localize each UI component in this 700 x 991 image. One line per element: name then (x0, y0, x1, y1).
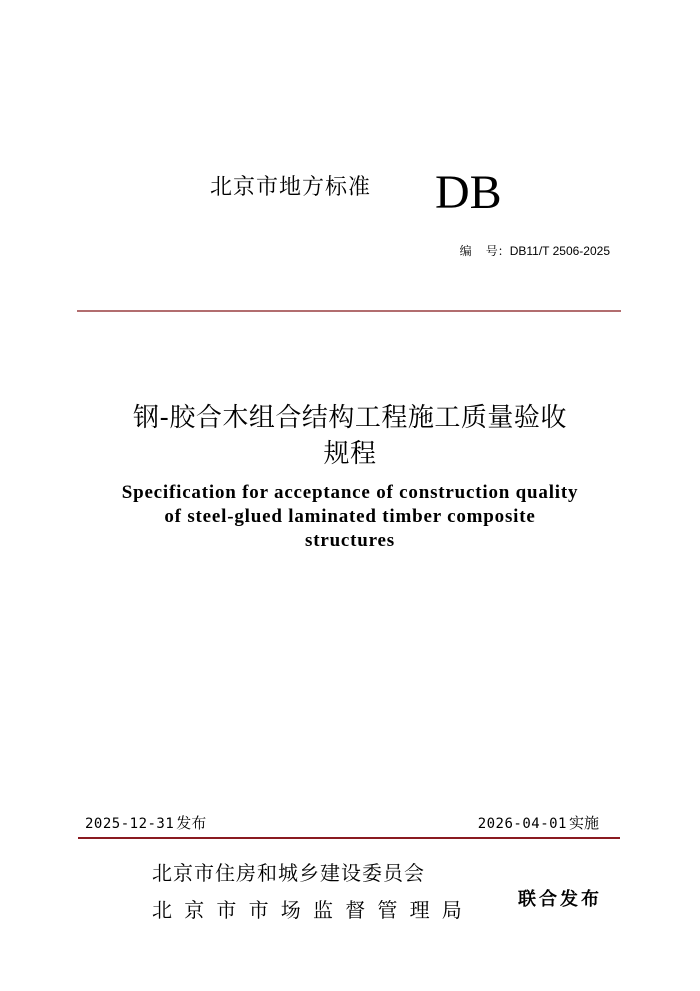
chinese-title (0, 400, 700, 472)
db-mark: DB (435, 166, 502, 219)
code-label-part2: 号： (485, 244, 510, 258)
code-label-part1: 编 (459, 244, 472, 258)
issuer-housing-commission: 北京市住房和城乡建设委员会 (152, 861, 425, 885)
english-title-line2: of steel-glued laminated timber composite (164, 506, 536, 527)
english-title-line3: structures (305, 530, 395, 551)
publish-label: 发布 (176, 814, 207, 832)
chinese-title-line2: 规程 (323, 439, 377, 469)
publish-date-block (85, 812, 206, 833)
implement-date: 2026-04-01 (477, 816, 567, 832)
implement-date-block (478, 812, 599, 833)
english-title (0, 481, 700, 553)
standard-type-label: 北京市地方标准 (210, 175, 372, 200)
standard-code (460, 242, 610, 259)
top-divider (77, 310, 621, 312)
implement-label: 实施 (568, 814, 599, 832)
publish-date: 2025-12-31 (85, 816, 175, 832)
joint-issue-label: 联合发布 (518, 889, 602, 910)
bottom-divider (78, 837, 620, 839)
code-value: DB11/T 2506-2025 (509, 244, 610, 258)
english-title-line1: Specification for acceptance of construction quality (121, 482, 579, 503)
chinese-title-line1: 钢-胶合木组合结构工程施工质量验收 (133, 403, 567, 433)
issuer-market-regulation: 北京市市场监督管理局 (152, 898, 474, 922)
